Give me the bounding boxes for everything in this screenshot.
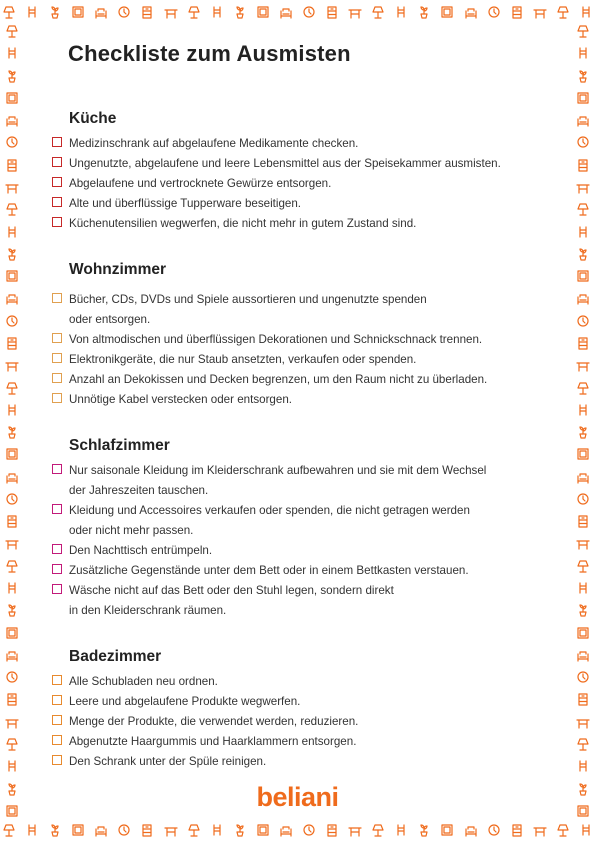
plant-icon [417, 5, 431, 19]
lamp-icon [5, 202, 19, 216]
clock-icon [5, 670, 19, 684]
lamp-icon [5, 559, 19, 573]
frame-icon [71, 823, 85, 837]
checklist-item[interactable]: Nur saisonale Kleidung im Kleiderschrank aufbewahren und sie mit dem Wechsel der Jahreszeiten tauschen. [52, 461, 565, 501]
plant-icon [233, 823, 247, 837]
checklist-item[interactable]: Den Schrank unter der Spüle reinigen. [52, 752, 565, 772]
checklist-item[interactable]: Unnötige Kabel verstecken oder entsorgen. [52, 390, 565, 410]
chair-icon [394, 5, 408, 19]
table-icon [533, 5, 547, 19]
frame-icon [576, 447, 590, 461]
chair-icon [5, 46, 19, 60]
table-icon [348, 5, 362, 19]
table-icon [576, 180, 590, 194]
checkbox[interactable] [52, 735, 62, 745]
sofa-icon [576, 470, 590, 484]
chair-icon [576, 225, 590, 239]
table-icon [164, 823, 178, 837]
clock-icon [117, 823, 131, 837]
table-icon [576, 715, 590, 729]
table-icon [576, 358, 590, 372]
checklist-item[interactable]: Bücher, CDs, DVDs und Spiele aussortieren und ungenutzte spenden oder entsorgen. [52, 290, 565, 330]
frame-icon [5, 269, 19, 283]
lamp-icon [576, 202, 590, 216]
clock-icon [302, 5, 316, 19]
sofa-icon [5, 470, 19, 484]
sofa-icon [576, 648, 590, 662]
checkbox[interactable] [52, 197, 62, 207]
checkbox[interactable] [52, 353, 62, 363]
frame-icon [5, 626, 19, 640]
brand-logo: beliani [256, 782, 339, 812]
plant-icon [48, 823, 62, 837]
sofa-icon [5, 291, 19, 305]
checkbox[interactable] [52, 504, 62, 514]
plant-icon [5, 603, 19, 617]
checklist-item[interactable]: Wäsche nicht auf das Bett oder den Stuhl legen, sondern direkt in den Kleiderschrank räumen. [52, 581, 565, 621]
cabinet-icon [140, 5, 154, 19]
checkbox[interactable] [52, 564, 62, 574]
section-heading-badezimmer: Badezimmer [69, 648, 162, 665]
chair-icon [5, 759, 19, 773]
cabinet-icon [5, 158, 19, 172]
clock-icon [5, 314, 19, 328]
cabinet-icon [325, 5, 339, 19]
lamp-icon [556, 823, 570, 837]
lamp-icon [5, 737, 19, 751]
sofa-icon [5, 648, 19, 662]
lamp-icon [371, 5, 385, 19]
checklist-item[interactable]: Elektronikgeräte, die nur Staub ansetzten, verkaufen oder spenden. [52, 350, 565, 370]
checkbox[interactable] [52, 157, 62, 167]
table-icon [164, 5, 178, 19]
checklist-item[interactable]: Alle Schubladen neu ordnen. [52, 672, 565, 692]
lamp-icon [556, 5, 570, 19]
cabinet-icon [5, 692, 19, 706]
checklist-item[interactable]: Menge der Produkte, die verwendet werden, reduzieren. [52, 712, 565, 732]
sofa-icon [94, 823, 108, 837]
plant-icon [5, 247, 19, 261]
cabinet-icon [5, 336, 19, 350]
table-icon [348, 823, 362, 837]
checklist-item[interactable]: Leere und abgelaufene Produkte wegwerfen. [52, 692, 565, 712]
checklist-item[interactable]: Den Nachttisch entrümpeln. [52, 541, 565, 561]
sofa-icon [94, 5, 108, 19]
cabinet-icon [576, 336, 590, 350]
checklist-item[interactable]: Alte und überflüssige Tupperware beseitigen. [52, 194, 565, 214]
checklist-item[interactable]: Zusätzliche Gegenstände unter dem Bett oder in einem Bettkasten verstauen. [52, 561, 565, 581]
chair-icon [579, 5, 593, 19]
frame-icon [71, 5, 85, 19]
table-icon [5, 180, 19, 194]
cabinet-icon [576, 158, 590, 172]
checklist-item[interactable]: Von altmodischen und überflüssigen Dekorationen und Schnickschnack trennen. [52, 330, 565, 350]
chair-icon [5, 225, 19, 239]
section-heading-wohnzimmer: Wohnzimmer [69, 261, 167, 278]
clock-icon [302, 823, 316, 837]
checklist-item[interactable]: Abgelaufene und vertrocknete Gewürze entsorgen. [52, 174, 565, 194]
chair-icon [394, 823, 408, 837]
table-icon [5, 358, 19, 372]
checkbox[interactable] [52, 293, 62, 303]
frame-icon [440, 5, 454, 19]
sofa-icon [576, 291, 590, 305]
table-icon [5, 536, 19, 550]
sofa-icon [464, 823, 478, 837]
cabinet-icon [576, 514, 590, 528]
plant-icon [417, 823, 431, 837]
cabinet-icon [325, 823, 339, 837]
lamp-icon [187, 5, 201, 19]
frame-icon [256, 5, 270, 19]
clock-icon [487, 5, 501, 19]
checkbox[interactable] [52, 675, 62, 685]
clock-icon [576, 135, 590, 149]
checklist-item[interactable]: Abgenutzte Haargummis und Haarklammern entsorgen. [52, 732, 565, 752]
frame-icon [576, 626, 590, 640]
checklist-item[interactable]: Medizinschrank auf abgelaufene Medikamente checken. [52, 134, 565, 154]
chair-icon [576, 581, 590, 595]
frame-icon [576, 91, 590, 105]
clock-icon [487, 823, 501, 837]
section-heading-schlafzimmer: Schlafzimmer [69, 437, 170, 454]
frame-icon [5, 91, 19, 105]
border-left [2, 24, 22, 818]
page-title: Checkliste zum Ausmisten [68, 41, 351, 66]
frame-icon [256, 823, 270, 837]
chair-icon [576, 403, 590, 417]
section-heading-kueche: Küche [69, 110, 117, 127]
sofa-icon [5, 113, 19, 127]
sofa-icon [279, 823, 293, 837]
sofa-icon [464, 5, 478, 19]
checkbox[interactable] [52, 333, 62, 343]
border-top [2, 2, 593, 22]
checkbox[interactable] [52, 464, 62, 474]
table-icon [576, 536, 590, 550]
cabinet-icon [576, 692, 590, 706]
lamp-icon [576, 737, 590, 751]
lamp-icon [5, 24, 19, 38]
checklist-item[interactable]: Anzahl an Dekokissen und Decken begrenzen, um den Raum nicht zu überladen. [52, 370, 565, 390]
plant-icon [576, 69, 590, 83]
chair-icon [25, 823, 39, 837]
checkbox[interactable] [52, 715, 62, 725]
plant-icon [5, 425, 19, 439]
sofa-icon [576, 113, 590, 127]
frame-icon [440, 823, 454, 837]
lamp-icon [576, 559, 590, 573]
checkbox[interactable] [52, 544, 62, 554]
plant-icon [233, 5, 247, 19]
lamp-icon [576, 24, 590, 38]
clock-icon [576, 314, 590, 328]
lamp-icon [2, 5, 16, 19]
chair-icon [210, 5, 224, 19]
lamp-icon [2, 823, 16, 837]
clock-icon [5, 135, 19, 149]
border-bottom [2, 820, 593, 840]
cabinet-icon [5, 514, 19, 528]
checklist-item[interactable]: Ungenutzte, abgelaufene und leere Lebensmittel aus der Speisekammer ausmisten. [52, 154, 565, 174]
plant-icon [576, 603, 590, 617]
clock-icon [576, 492, 590, 506]
clock-icon [117, 5, 131, 19]
frame-icon [576, 269, 590, 283]
lamp-icon [576, 381, 590, 395]
plant-icon [48, 5, 62, 19]
checkbox[interactable] [52, 695, 62, 705]
cabinet-icon [510, 823, 524, 837]
lamp-icon [187, 823, 201, 837]
chair-icon [576, 46, 590, 60]
plant-icon [5, 69, 19, 83]
chair-icon [25, 5, 39, 19]
plant-icon [576, 425, 590, 439]
checkbox[interactable] [52, 217, 62, 227]
checkbox[interactable] [52, 373, 62, 383]
checkbox[interactable] [52, 393, 62, 403]
cabinet-icon [510, 5, 524, 19]
checkbox[interactable] [52, 584, 62, 594]
checklist-item[interactable]: Küchenutensilien wegwerfen, die nicht mehr in gutem Zustand sind. [52, 214, 565, 234]
chair-icon [5, 403, 19, 417]
border-right [573, 24, 593, 818]
table-icon [5, 715, 19, 729]
sofa-icon [279, 5, 293, 19]
plant-icon [576, 247, 590, 261]
chair-icon [210, 823, 224, 837]
lamp-icon [371, 823, 385, 837]
checklist-item[interactable]: Kleidung und Accessoires verkaufen oder spenden, die nicht getragen werden oder nicht mehr passen. [52, 501, 565, 541]
lamp-icon [5, 381, 19, 395]
frame-icon [5, 447, 19, 461]
chair-icon [576, 759, 590, 773]
chair-icon [579, 823, 593, 837]
clock-icon [5, 492, 19, 506]
table-icon [533, 823, 547, 837]
cabinet-icon [140, 823, 154, 837]
checkbox[interactable] [52, 137, 62, 147]
checkbox[interactable] [52, 177, 62, 187]
clock-icon [576, 670, 590, 684]
checkbox[interactable] [52, 755, 62, 765]
chair-icon [5, 581, 19, 595]
